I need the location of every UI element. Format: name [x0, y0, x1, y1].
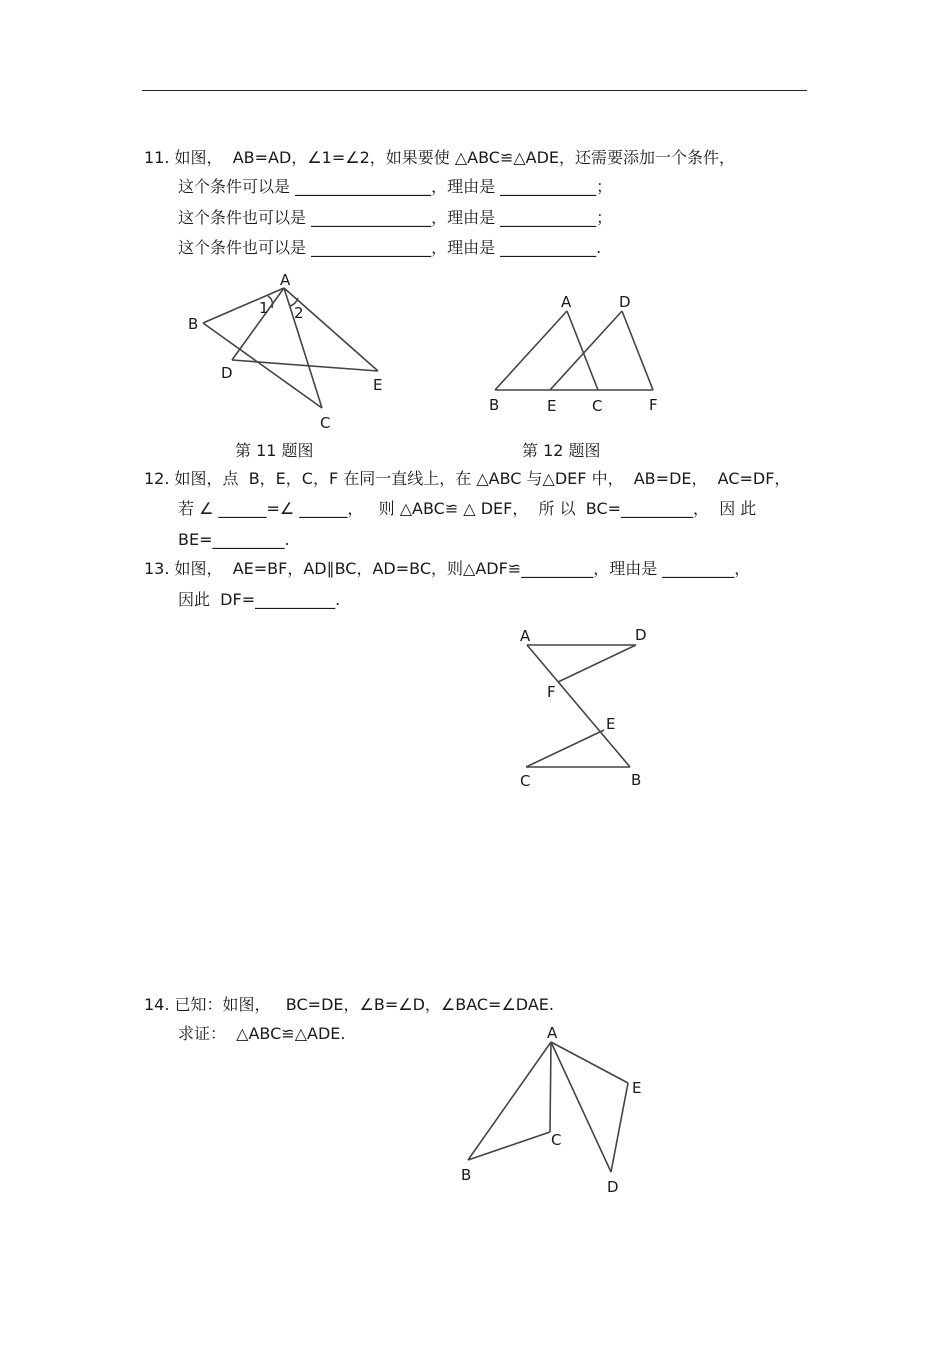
fig11-label-a: A: [280, 271, 291, 289]
fig14-segment-ed: [611, 1083, 628, 1172]
fig13-label-c: C: [520, 772, 531, 790]
fig12-segment-ac: [567, 311, 598, 390]
fig12-label-d: D: [619, 293, 631, 311]
fig11-segment-de: [232, 360, 378, 371]
fig13-label-d: D: [635, 626, 647, 644]
fig14-label-a: A: [547, 1024, 558, 1042]
fig12-segment-ab: [495, 311, 567, 390]
fig12-segment-df: [622, 311, 653, 390]
q12-line1: 12. 如图，点 B，E，C，F 在同一直线上，在 △ABC 与△DEF 中， AB=DE， AC=DF，: [144, 469, 791, 488]
fig12-label-b: B: [489, 396, 500, 414]
fig13-label-e: E: [606, 715, 616, 733]
fig11-segment-ae: [284, 288, 378, 371]
fig11-label-e: E: [373, 376, 383, 394]
figure-11: [203, 288, 378, 408]
figure-14: [468, 1042, 628, 1172]
fig12-segment-ed: [550, 311, 622, 390]
q11-line2: 这个条件可以是 _________________，理由是 ____________；: [178, 177, 613, 196]
fig12-label-f: F: [649, 396, 658, 414]
figure-11-caption: 第 11 题图: [235, 441, 314, 460]
fig11-label-d: D: [221, 364, 233, 382]
fig14-label-b: B: [461, 1166, 472, 1184]
fig13-label-a: A: [520, 627, 531, 645]
q11-line3: 这个条件也可以是 _______________，理由是 ____________；: [178, 208, 613, 227]
fig14-segment-ad: [551, 1042, 611, 1172]
fig13-segment-ce: [526, 730, 604, 767]
fig13-label-b: B: [631, 771, 642, 789]
fig14-label-d: D: [607, 1178, 619, 1196]
fig11-label-c: C: [320, 414, 331, 432]
fig13-label-f: F: [547, 683, 556, 701]
fig13-segment-ab: [527, 645, 630, 767]
figure-12: [495, 311, 653, 390]
fig12-label-e: E: [547, 397, 557, 415]
q13-line1: 13. 如图， AE=BF，AD∥BC，AD=BC，则△ADF≌_________，理由是 _________，: [144, 559, 751, 578]
q14-line2: 求证： △ABC≌△ADE.: [178, 1024, 346, 1043]
fig11-label-angle2: 2: [294, 304, 304, 322]
fig14-label-e: E: [632, 1079, 642, 1097]
figure-13: [526, 645, 636, 767]
fig11-label-b: B: [188, 315, 199, 333]
q14-line1: 14. 已知：如图， BC=DE，∠B=∠D，∠BAC=∠DAE.: [144, 995, 554, 1014]
fig11-label-angle1: 1: [259, 299, 269, 317]
figure-12-caption: 第 12 题图: [522, 441, 601, 460]
q12-line3: BE=_________.: [178, 530, 290, 549]
fig12-label-a: A: [561, 293, 572, 311]
fig14-segment-ae: [551, 1042, 628, 1083]
q11-line4: 这个条件也可以是 _______________，理由是 ____________.: [178, 238, 602, 257]
q11-line1: 11. 如图， AB=AD，∠1=∠2，如果要使 △ABC≌△ADE，还需要添加一个条件，: [144, 148, 736, 167]
fig14-label-c: C: [551, 1131, 562, 1149]
fig13-segment-df: [558, 645, 636, 682]
q13-line2: 因此 DF=__________.: [178, 590, 341, 609]
fig14-segment-ac: [550, 1042, 551, 1132]
fig14-segment-bc: [468, 1132, 550, 1160]
fig12-label-c: C: [592, 397, 603, 415]
q12-line2: 若 ∠ ______=∠ ______， 则 △ABC≌ △ DEF， 所 以 BC=_________， 因 此: [178, 499, 757, 518]
fig14-segment-ab: [468, 1042, 551, 1160]
